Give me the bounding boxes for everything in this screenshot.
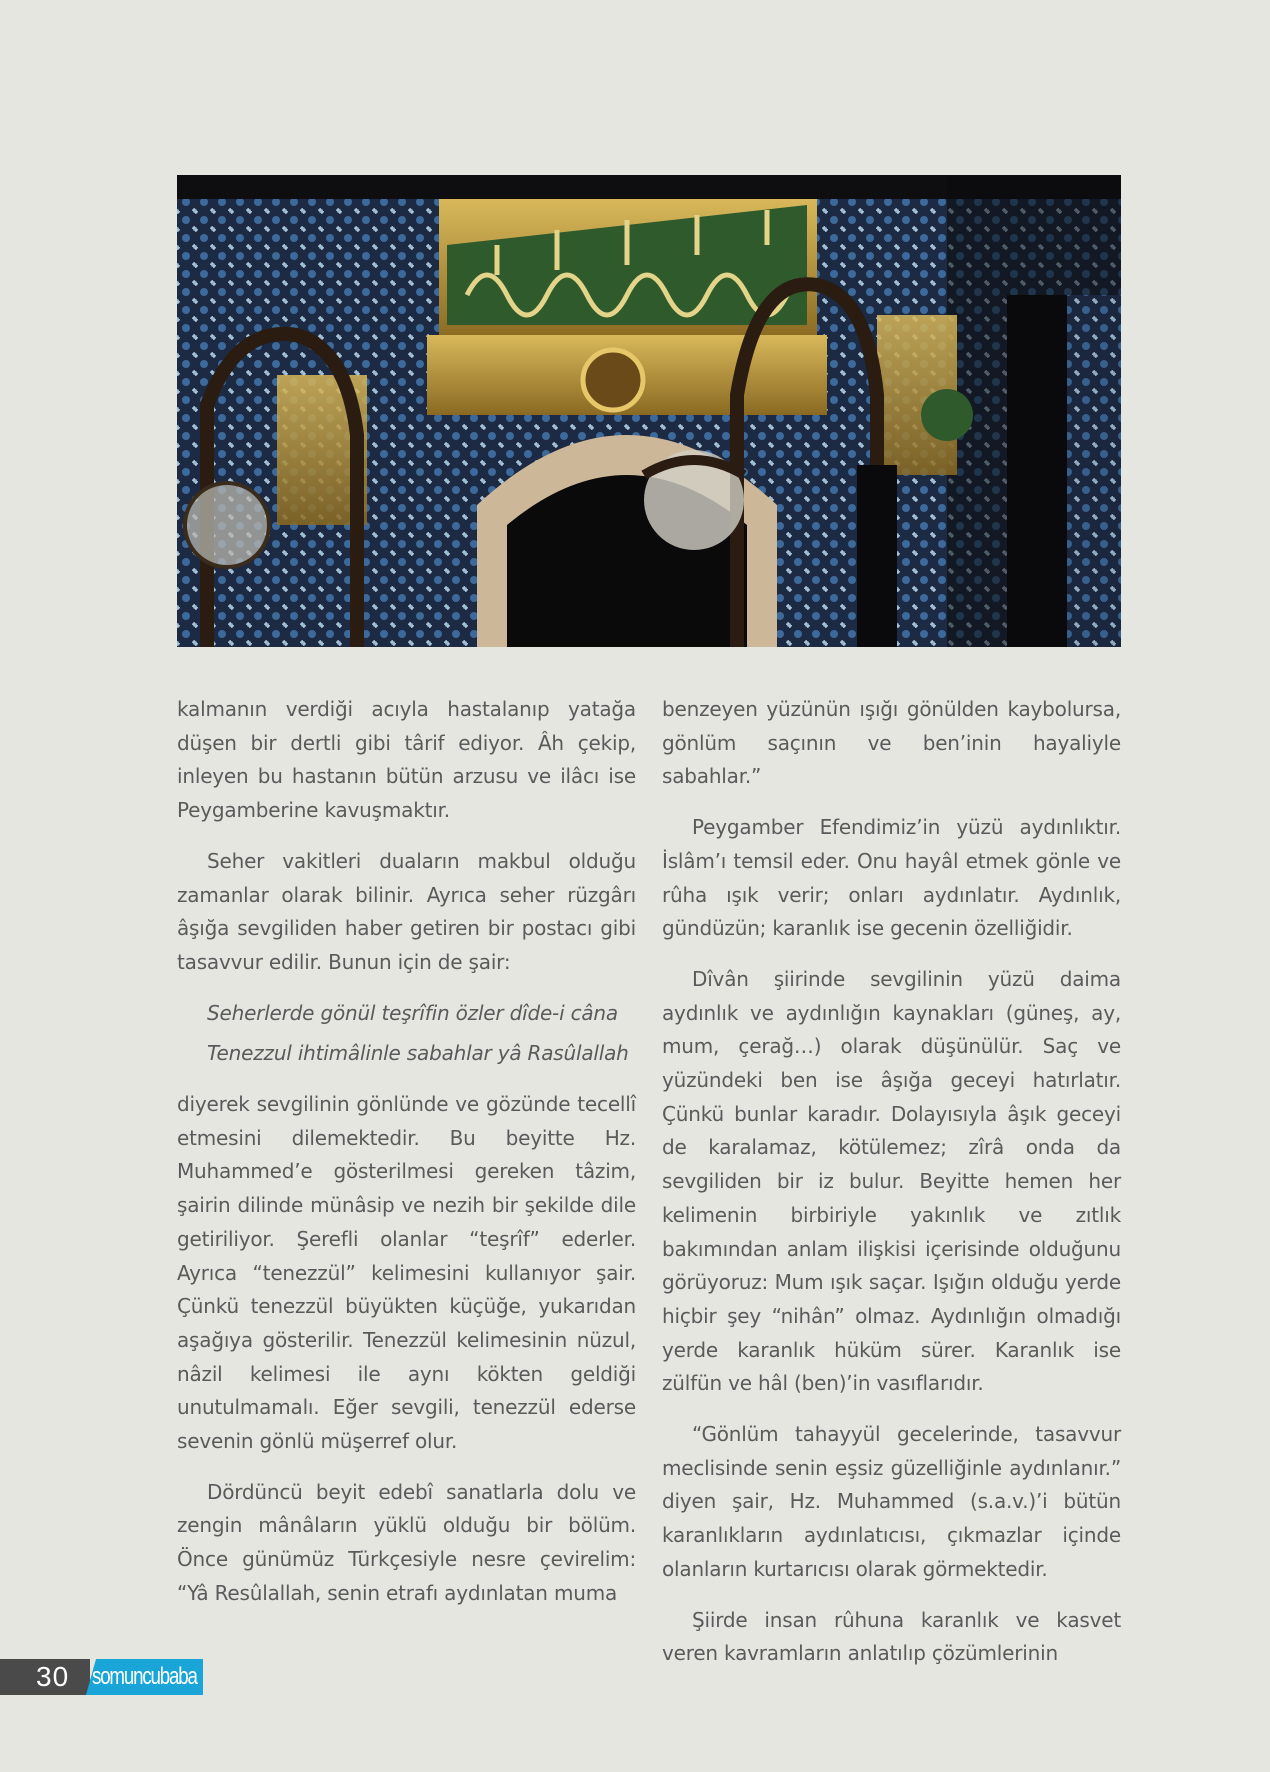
paragraph: Şiirde insan rûhuna karanlık ve kasvet veren kavramların anlatılıp çözümlerinin bbox=[662, 1607, 1121, 1666]
paragraph: benzeyen yüzünün ışığı gönülden kaybolursa, gönlüm saçının ve ben’inin hayaliyle sabahlar.” bbox=[662, 697, 1121, 789]
paragraph: Dördüncü beyit edebî sanatlarla dolu ve zengin mânâların yüklü olduğu bir bölüm. Önce günümüz Türkçesiyle nesre çevirelim: “Yâ Resûlallah, senin etrafı aydınlatan muma bbox=[177, 1479, 636, 1605]
verse-line: Seherlerde gönül teşrîfin özler dîde-i câna bbox=[207, 1000, 618, 1025]
paragraph: Dîvân şiirinde sevgilinin yüzü daima aydınlık ve aydınlığın kaynakları (güneş, ay, mum, çerağ…) olarak düşünülür. Saç ve yüzündeki ben ise âşığa geceyi hatırlatır. Çünkü bunlar karadır. Dolayısıyla âşık geceyi de karalamaz, kötülemez; zîrâ onda da sevgiliden bir iz bulur. Beyitte hemen her kelimenin birbiriyle yakınlık ve zıtlık bakımından anlam ilişkisi içerisinde olduğunu görüyoruz: Mum ışık saçar. Işığın olduğu yerde hiçbir şey “nihân” olmaz. Aydınlığın olmadığı yerde karanlık hüküm sürer. Karanlık ise zülfün ve hâl (ben)’in vasıflarıdır. bbox=[662, 966, 1121, 1396]
left-text-column bbox=[177, 693, 636, 1628]
paragraph: Peygamber Efendimiz’in yüzü aydınlıktır. İslâm’ı temsil eder. Onu hayâl etmek gönle ve rûha ışık verir; onları aydınlatır. Aydınlık, gündüzün; karanlık ise gecenin özelliğidir. bbox=[662, 815, 1121, 941]
mosque-mihrab-photo bbox=[177, 175, 1121, 647]
page-number: 30 bbox=[36, 1661, 70, 1692]
paragraph: kalmanın verdiği acıyla hastalanıp yatağa düşen bir dertli gibi târif ediyor. Âh çekip, inleyen bu hastanın bütün arzusu ve ilâcı ise Peygamberine kavuşmaktır. bbox=[177, 697, 636, 823]
paragraph: diyerek sevgilinin gönlünde ve gözünde tecellî etmesini dilemektedir. Bu beyitte Hz. Muhammed’e gösterilmesi gereken tâzim, şairin dilinde münâsip ve nezih bir şekilde dile getiriliyor. Şerefli olanlar “teşrîf” ederler. Ayrıca “tenezzül” kelimesini kullanıyor şair. Çünkü tenezzül büyükten küçüğe, yukarıdan aşağıya gösterilir. Tenezzül kelimesinin nüzul, nâzil kelimesi ile aynı kökten geldiği unutulmamalı. Eğer sevgili, tenezzül ederse sevenin gönlü müşerref olur. bbox=[177, 1092, 636, 1454]
page-footer bbox=[0, 1659, 210, 1695]
brand-logo: somuncubaba bbox=[92, 1663, 197, 1690]
verse-line: Tenezzul ihtimâlinle sabahlar yâ Rasûlallah bbox=[207, 1041, 629, 1066]
paragraph: Seher vakitleri duaların makbul olduğu zamanlar olarak bilinir. Ayrıca seher rüzgârı âşığa sevgiliden haber getiren bir postacı gibi tasavvur edilir. Bunun için de şair: bbox=[177, 848, 636, 974]
right-text-column bbox=[662, 693, 1121, 1688]
mihrab-illustration bbox=[177, 175, 1121, 647]
paragraph: “Gönlüm tahayyül gecelerinde, tasavvur meclisinde senin eşsiz güzelliğinle aydınlanır.” diyen şair, Hz. Muhammed (s.a.v.)’i bütün karanlıkların aydınlatıcısı, çıkmazlar içinde olanların kurtarıcısı olarak görmektedir. bbox=[662, 1422, 1121, 1581]
